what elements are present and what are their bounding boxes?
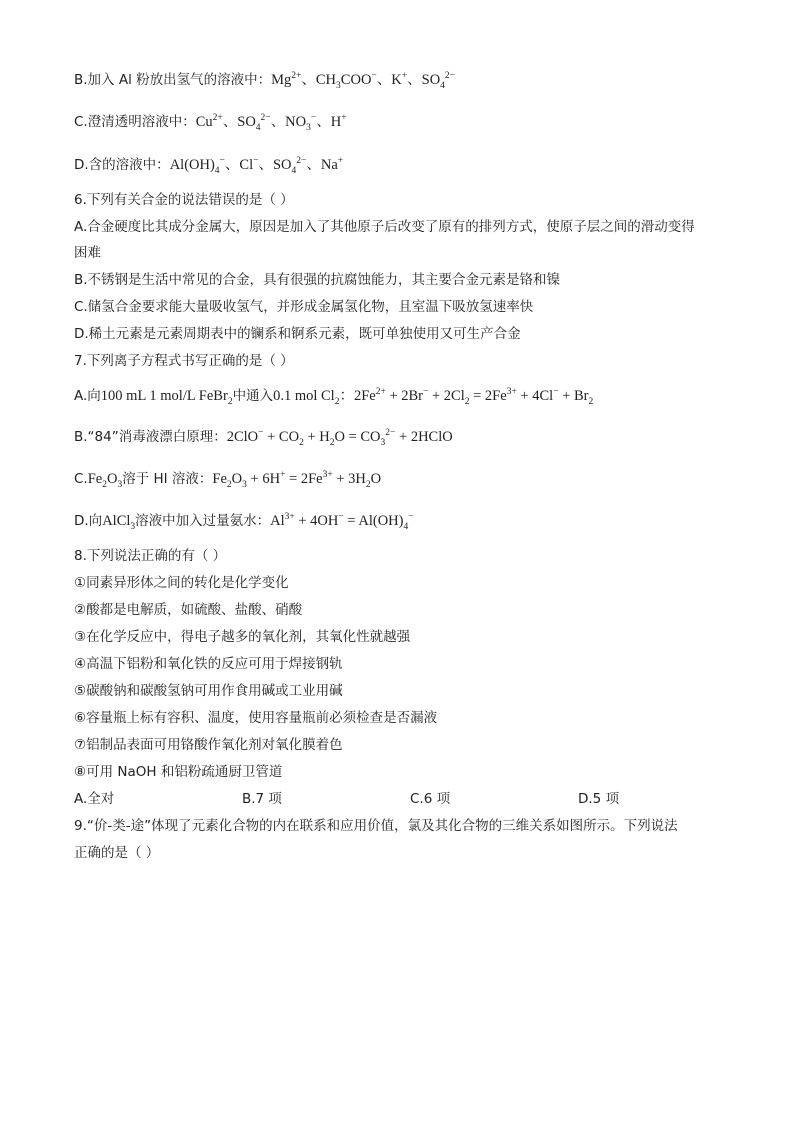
q7-option-c: $C.Fe_2O_3$溶于 HI 溶液：$Fe_2O_3 + 6H^+ = 2Fe^{3+} + 3H_2O$ bbox=[74, 470, 382, 490]
q5-option-b: B.加入 Al 粉放出氢气的溶液中：$Mg^{2+}$、$CH_3COO^-$、K+、$SO_4^{2-}$ bbox=[74, 71, 456, 91]
q6-stem: 6.下列有关合金的说法错误的是（ ） bbox=[74, 192, 294, 208]
q8-item: ⑧可用 NaOH 和铝粉疏通厨卫管道 bbox=[74, 764, 283, 780]
q8-item: ⑤碳酸钠和碳酸氢钠可用作食用碱或工业用碱 bbox=[74, 683, 343, 699]
q8-item: ③在化学反应中，得电子越多的氧化剂，其氧化性就越强 bbox=[74, 629, 411, 645]
q8-item: ⑥容量瓶上标有容积、温度，使用容量瓶前必须检查是否漏液 bbox=[74, 710, 438, 726]
q6-option-a: A.合金硬度比其成分金属大，原因是加入了其他原子后改变了原有的排列方式，使原子层之间的滑动变得 bbox=[74, 219, 695, 235]
q6-option-b: B.不锈钢是生活中常见的合金，具有很强的抗腐蚀能力，其主要合金元素是铬和镍 bbox=[74, 272, 561, 288]
q8-option-b: B.7 项 bbox=[242, 791, 282, 807]
q6-option-d: D.稀土元素是元素周期表中的镧系和锕系元素，既可单独使用又可生产合金 bbox=[74, 326, 521, 342]
q7-option-b: B.“84”消毒液漂白原理：$2ClO^- + CO_2 + H_2O = CO_3^{2-}$ + 2HClO bbox=[74, 428, 453, 448]
q5-option-c: C.澄清透明溶液中：$Cu^{2+}$、$SO_4^{2-}$、$NO_3^-$、H+ bbox=[74, 113, 347, 133]
q8-option-c: C.6 项 bbox=[410, 791, 451, 807]
q6-option-c: C.储氢合金要求能大量吸收氢气，并形成金属氢化物，且室温下吸放氢速率快 bbox=[74, 299, 534, 315]
q8-item: ①同素异形体之间的转化是化学变化 bbox=[74, 575, 289, 591]
q9-stem-cont: 正确的是（ ） bbox=[74, 845, 160, 861]
q8-stem: 8.下列说法正确的有（ ） bbox=[74, 548, 227, 564]
q8-item: ②酸都是电解质，如硫酸、盐酸、硝酸 bbox=[74, 602, 303, 618]
q8-item: ⑦铝制品表面可用铬酸作氧化剂对氧化膜着色 bbox=[74, 737, 343, 753]
q7-option-d: D.向AlCl$_3$溶液中加入过量氨水：$Al^{3+} + 4OH^- = Al(OH)_4^-$ bbox=[74, 512, 414, 532]
q8-option-d: D.5 项 bbox=[578, 791, 620, 807]
q7-option-a: A.向100 mL 1 mol/L FeBr$_2$中通入0.1 mol $Cl_2$：$2Fe^{2+} + 2Br^- + 2Cl_2 = 2Fe^{3+} + 4Cl^- + Br_2$ bbox=[74, 387, 594, 407]
q8-item: ④高温下铝粉和氧化铁的反应可用于焊接钢轨 bbox=[74, 656, 343, 672]
q5-option-d: D.含的溶液中：$Al(OH)_4^-$、Cl−、$SO_4^{2-}$、Na+ bbox=[74, 156, 344, 176]
q8-answer-options bbox=[74, 789, 746, 809]
q6-option-a-cont: 困难 bbox=[74, 245, 101, 261]
q9-stem: 9.“价-类-途”体现了元素化合物的内在联系和应用价值，氯及其化合物的三维关系如图所示。下列说法 bbox=[74, 818, 678, 834]
q8-option-a: A.全对 bbox=[74, 791, 115, 807]
q7-stem: 7.下列离子方程式书写正确的是（ ） bbox=[74, 353, 294, 369]
